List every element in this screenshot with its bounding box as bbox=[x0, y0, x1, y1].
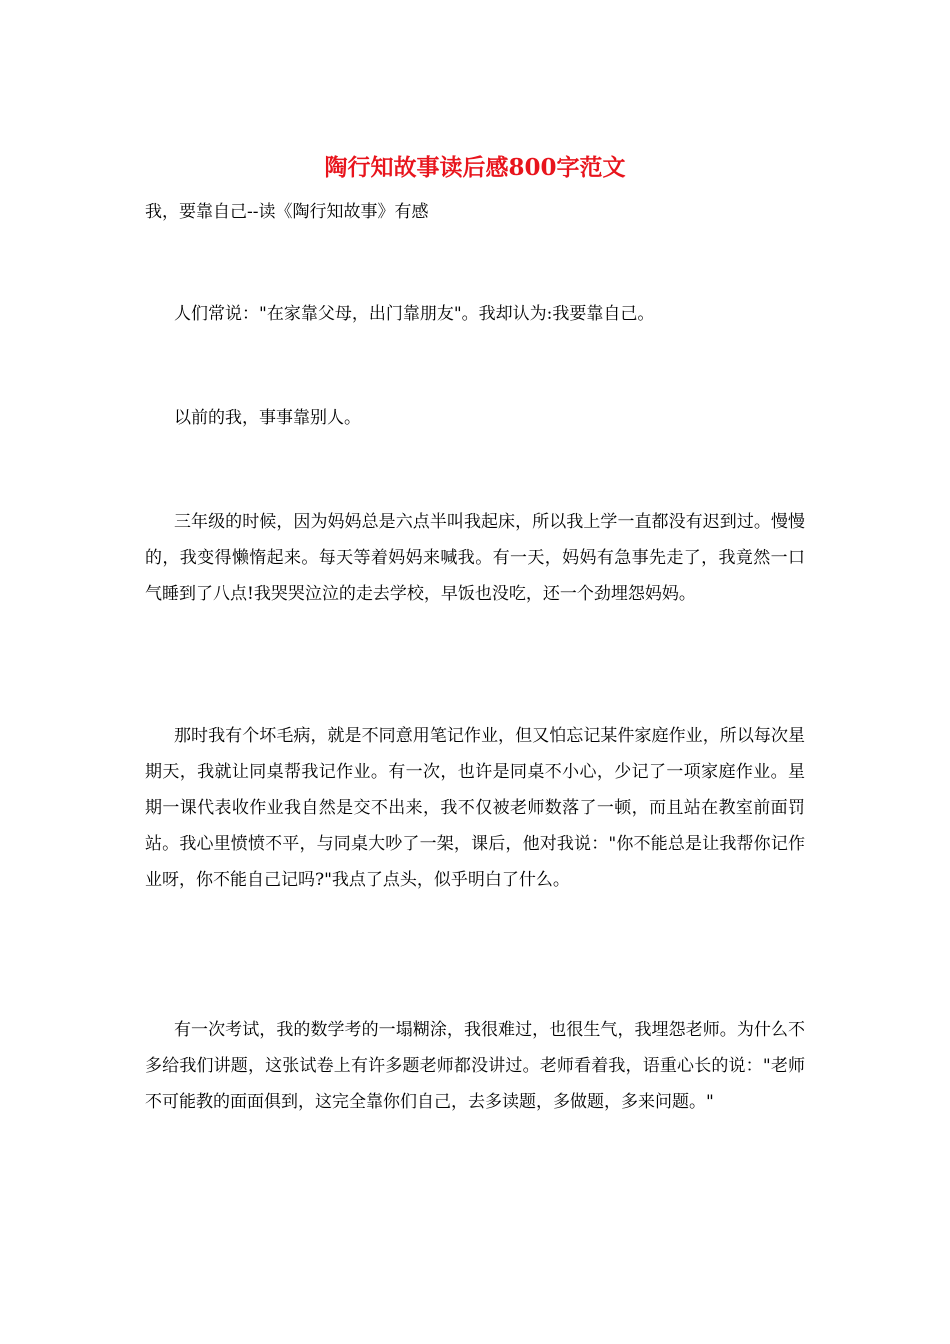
document-subtitle: 我，要靠自己--读《陶行知故事》有感 bbox=[145, 202, 429, 222]
document-title: 陶行知故事读后感800字范文 bbox=[324, 154, 626, 181]
paragraph: 人们常说："在家靠父母，出门靠朋友"。我却认为:我要靠自己。 bbox=[174, 304, 655, 324]
paragraph: 那时我有个坏毛病，就是不同意用笔记作业，但又怕忘记某件家庭作业，所以每次星期天，我就让同桌帮我记作业。有一次，也许是同桌不小心，少记了一项家庭作业。星期一课代表收作业我自然是交不出来，我不仅被老师数落了一顿，而且站在教室前面罚站。我心里愤愤不平，与同桌大吵了一架，课后，他对我说："你不能总是让我帮你记作业呀，你不能自己记吗?"我点了点头，似乎明白了什么。 bbox=[145, 726, 805, 890]
paragraph: 三年级的时候，因为妈妈总是六点半叫我起床，所以我上学一直都没有迟到过。慢慢的，我变得懒惰起来。每天等着妈妈来喊我。有一天，妈妈有急事先走了，我竟然一口气睡到了八点!我哭哭泣泣的走去学校，早饭也没吃，还一个劲埋怨妈妈。 bbox=[145, 512, 805, 604]
paragraph: 以前的我，事事靠别人。 bbox=[174, 408, 361, 428]
paragraph: 有一次考试，我的数学考的一塌糊涂，我很难过，也很生气，我埋怨老师。为什么不多给我们讲题，这张试卷上有许多题老师都没讲过。老师看着我，语重心长的说："老师不可能教的面面俱到，这完全靠你们自己，去多读题，多做题，多来问题。" bbox=[145, 1020, 805, 1112]
